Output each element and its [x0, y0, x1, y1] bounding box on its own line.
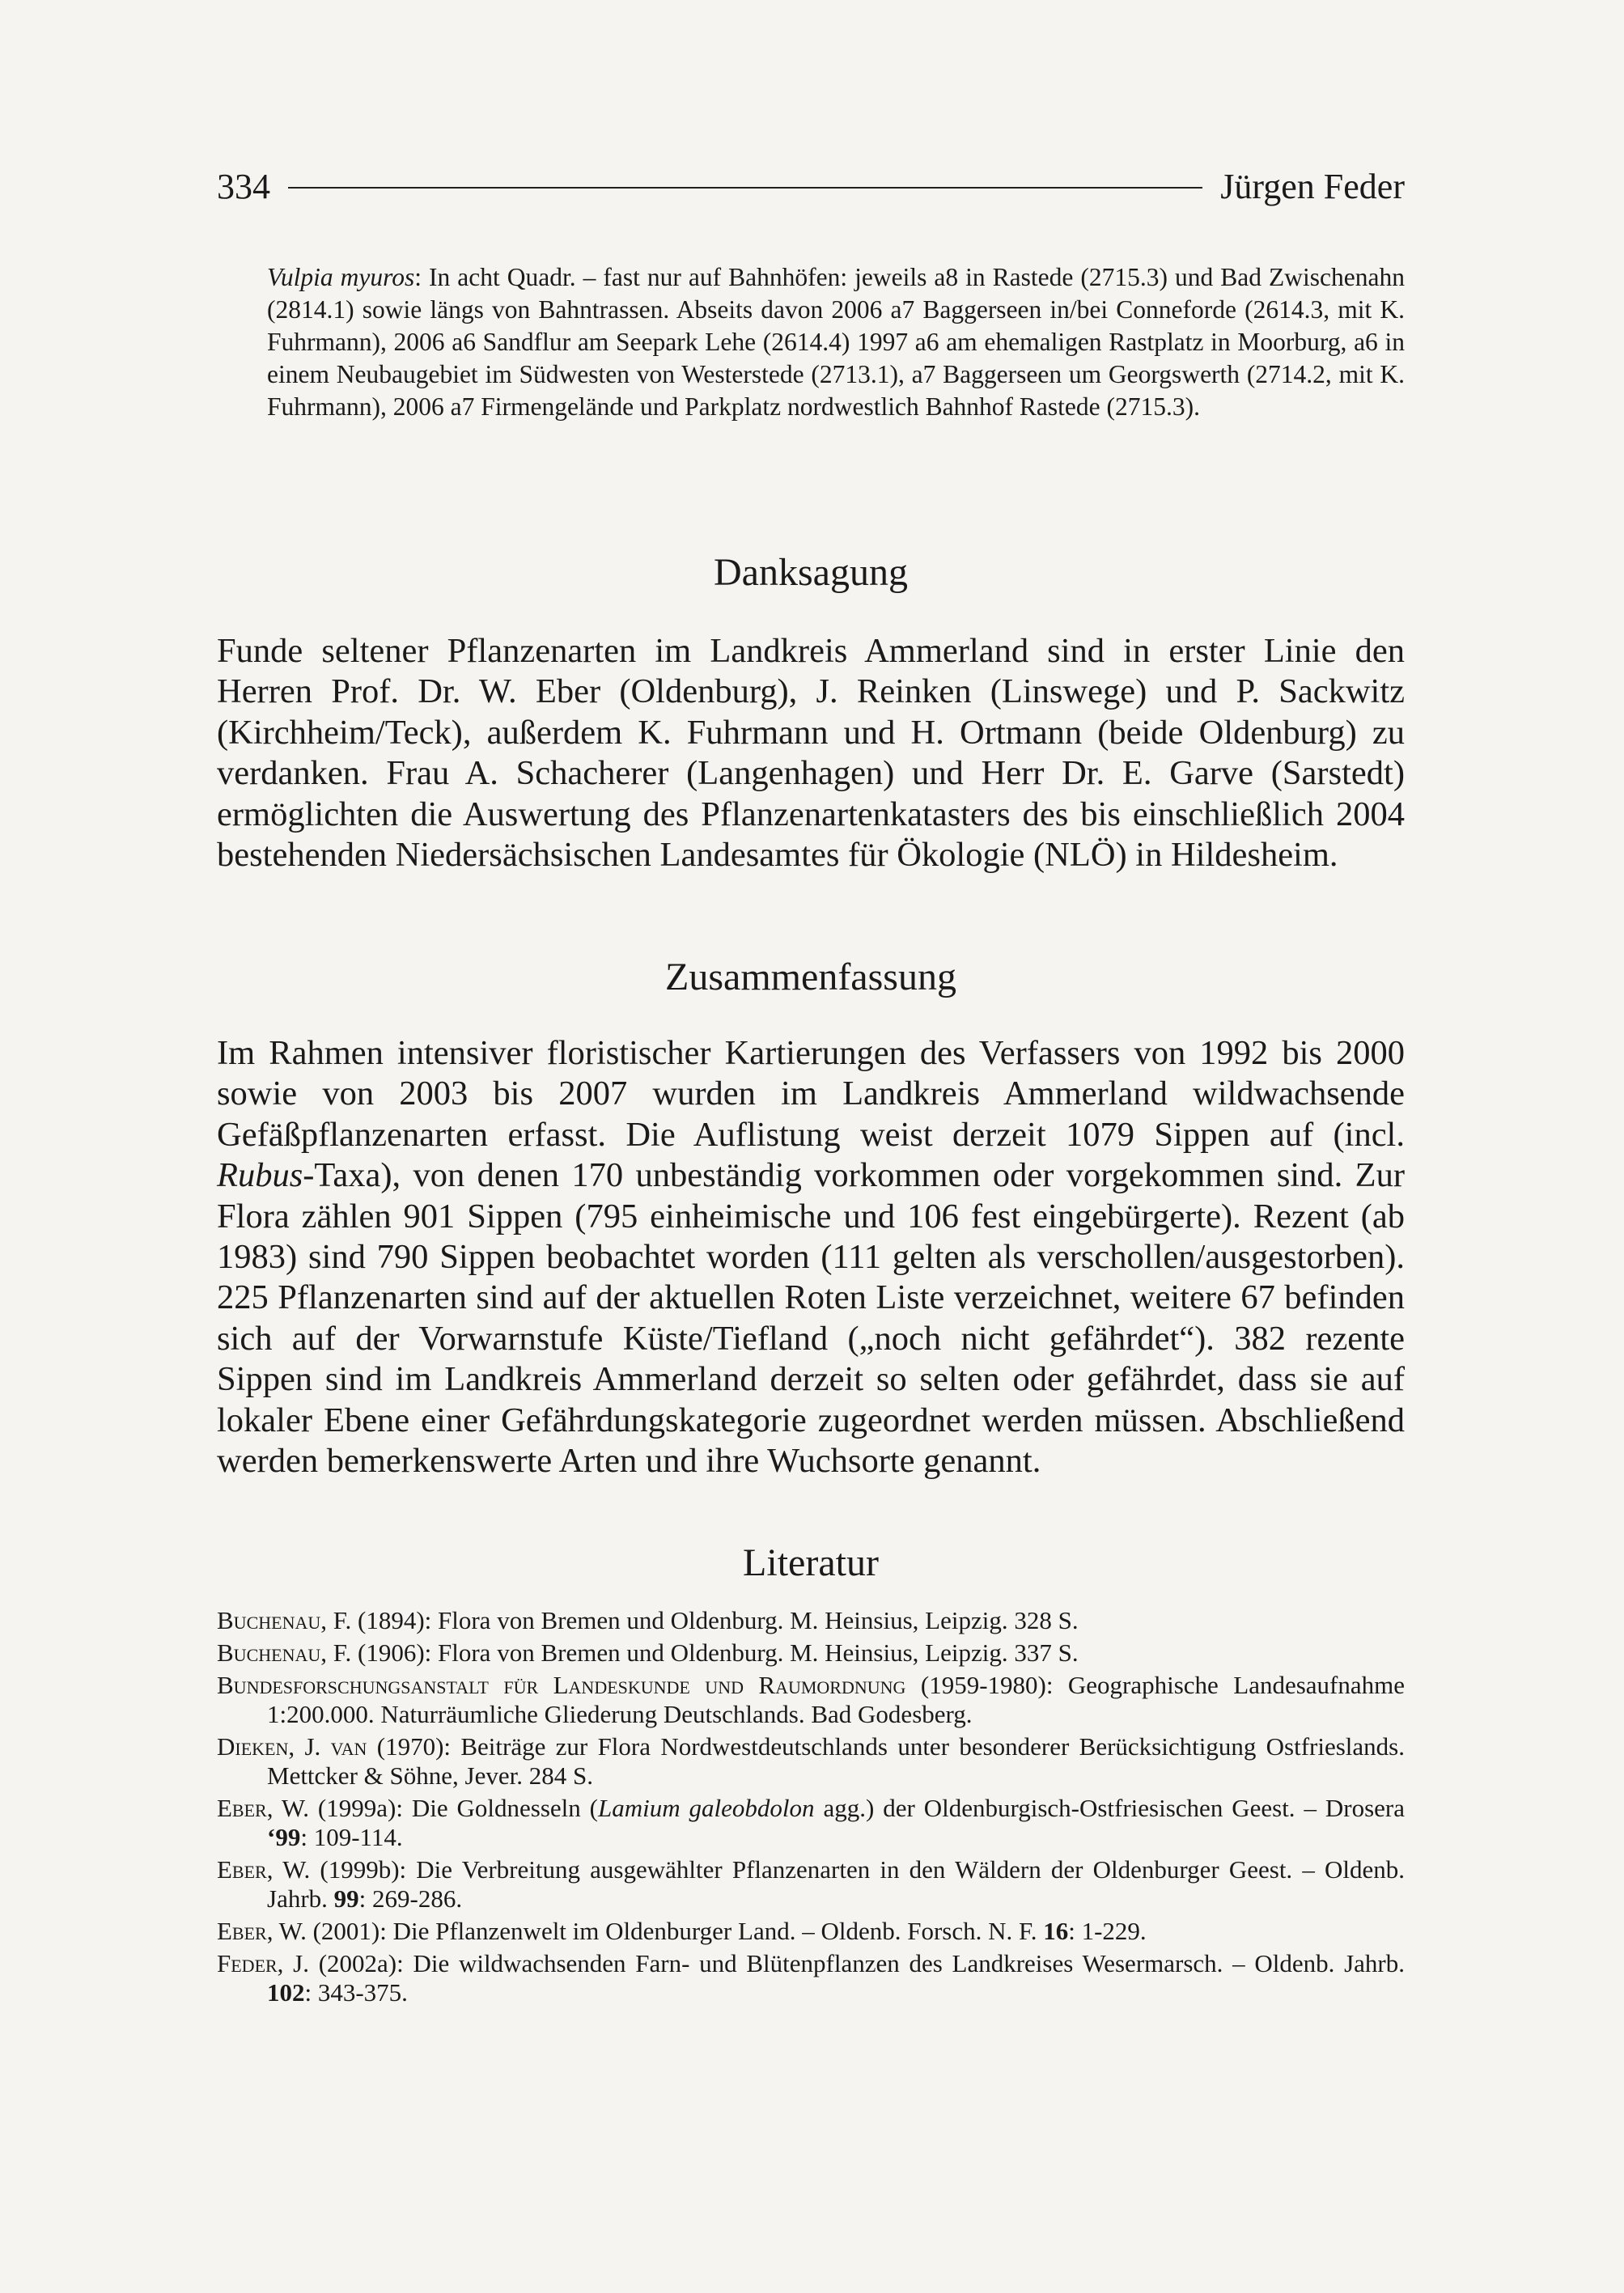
reference-item — [217, 1917, 1405, 1946]
reference-item — [217, 1732, 1405, 1791]
reference-item — [217, 1949, 1405, 2007]
reference-volume: ‘99 — [267, 1823, 301, 1851]
reference-text: (1970): Beiträge zur Flora Nordwestdeutschlands unter besonderer Berücksichtigung Ostfrieslands. Mettcker & Söhne, Jever. 284 S. — [267, 1732, 1405, 1790]
reference-pages: : 109-114. — [300, 1823, 403, 1851]
reference-pages: : 1-229. — [1068, 1917, 1147, 1945]
vulpia-entry — [267, 261, 1405, 423]
reference-author: Feder, J. — [217, 1949, 309, 1977]
reference-volume: 16 — [1043, 1917, 1069, 1945]
reference-item — [217, 1638, 1405, 1668]
reference-pages: : 269-286. — [358, 1884, 463, 1913]
reference-author: Eber, W. — [217, 1917, 307, 1945]
zusammenfassung-heading: Zusammenfassung — [665, 956, 956, 998]
species-text: : In acht Quadr. – fast nur auf Bahnhöfen: jeweils a8 in Rastede (2715.3) und Bad Zwischenahn (2814.1) sowie längs von Bahntrassen. Abseits davon 2006 a7 Baggerseen in/bei Conneforde (2614.3, mit K. Fuhrmann), 2006 a6 Sandflur am Seepark Lehe (2614.4) 1997 a6 am ehemaligen Rastplatz in Moorburg, a6 in einem Neubaugebiet im Südwesten von Westerstede (2713.1), a7 Baggerseen um Georgswerth (2714.2, mit K. Fuhrmann), 2006 a7 Firmengelände und Parkplatz nordwestlich Bahnhof Rastede (2715.3). — [267, 263, 1405, 421]
reference-text: (1906): Flora von Bremen und Oldenburg. M. Heinsius, Leipzig. 337 S. — [351, 1638, 1079, 1667]
reference-text: agg.) der Oldenburgisch-Ostfriesischen Geest. – Drosera — [814, 1794, 1405, 1822]
reference-text: (1894): Flora von Bremen und Oldenburg. M. Heinsius, Leipzig. 328 S. — [351, 1606, 1079, 1634]
reference-volume: 102 — [267, 1978, 305, 2007]
reference-author: Bundesforschungsanstalt für Landeskunde und Raumordnung — [217, 1671, 906, 1699]
reference-author: Eber, W. — [217, 1794, 309, 1822]
reference-text: (1959-1980): Geographische Landesaufnahme 1:200.000. Naturräumliche Gliederung Deutschlands. Bad Godesberg. — [267, 1671, 1405, 1728]
danksagung-text: Funde seltener Pflanzenarten im Landkreis Ammerland sind in erster Linie den Herren Prof. Dr. W. Eber (Oldenburg), J. Reinken (Linswege) und P. Sackwitz (Kirchheim/Teck), außerdem K. Fuhrmann und H. Ortmann (beide Oldenburg) zu verdanken. Frau A. Schacherer (Langenhagen) und Herr Dr. E. Garve (Sarstedt) ermöglichten die Auswertung des Pflanzenartenkatasters des bis einschließlich 2004 bestehenden Niedersächsischen Landesamtes für Ökologie (NLÖ) in Hildesheim. — [217, 632, 1405, 875]
reference-volume: 99 — [333, 1884, 359, 1913]
reference-pages: : 343-375. — [304, 1978, 408, 2007]
literatur-heading: Literatur — [743, 1541, 879, 1584]
reference-item — [217, 1671, 1405, 1729]
summary-part-2: -Taxa), von denen 170 unbeständig vorkommen oder vorgekommen sind. Zur Flora zählen 901 Sippen (795 einheimische und 106 fest eingebürgerte). Rezent (ab 1983) sind 790 Sippen beobachtet worden (111 gelten als verschollen/ausgestorben). 225 Pflanzenarten sind auf der aktuellen Roten Liste verzeichnet, weitere 67 befinden sich auf der Vorwarnstufe Küste/Tiefland („noch nicht gefährdet“). 382 rezente Sippen sind im Landkreis Ammerland derzeit so selten oder gefährdet, dass sie auf lokaler Ebene einer Gefährdungskategorie zugeordnet werden müssen. Abschließend werden bemerkenswerte Arten und ihre Wuchsorte genannt. — [217, 1156, 1405, 1481]
reference-item — [217, 1855, 1405, 1914]
reference-text: (1999b): Die Verbreitung ausgewählter Pflanzenarten in den Wäldern der Oldenburger Geest. – Oldenb. Jahrb. — [267, 1855, 1405, 1913]
reference-text: (1999a): Die Goldnesseln ( — [309, 1794, 599, 1822]
species-name: Vulpia myuros — [267, 263, 415, 291]
page-number: 334 — [217, 166, 270, 206]
danksagung-heading: Danksagung — [714, 551, 908, 594]
reference-item — [217, 1794, 1405, 1852]
running-header — [217, 162, 1405, 210]
reference-item — [217, 1606, 1405, 1635]
rubus-name: Rubus — [217, 1156, 303, 1195]
reference-text: (2001): Die Pflanzenwelt im Oldenburger Land. – Oldenb. Forsch. N. F. — [306, 1917, 1044, 1945]
reference-text: (2002a): Die wildwachsenden Farn- und Blütenpflanzen des Landkreises Wesermarsch. – Oldenb. Jahrb. — [308, 1949, 1405, 1977]
header-rule — [288, 187, 1202, 189]
summary-part-1: Im Rahmen intensiver floristischer Kartierungen des Verfassers von 1992 bis 2000 sowie von 2003 bis 2007 wurden im Landkreis Ammerland wildwachsende Gefäßpflanzenarten erfasst. Die Auflistung weist derzeit 1079 Sippen auf (incl. — [217, 1034, 1405, 1154]
reference-author: Buchenau, F. — [217, 1638, 352, 1667]
reference-author: Dieken, J. van — [217, 1732, 367, 1761]
reference-author: Buchenau, F. — [217, 1606, 352, 1634]
running-author: Jürgen Feder — [1220, 166, 1405, 206]
reference-list — [217, 1606, 1405, 2011]
reference-taxon: Lamium galeobdolon — [598, 1794, 815, 1822]
reference-author: Eber, W. — [217, 1855, 311, 1884]
zusammenfassung-text — [217, 1033, 1405, 1481]
